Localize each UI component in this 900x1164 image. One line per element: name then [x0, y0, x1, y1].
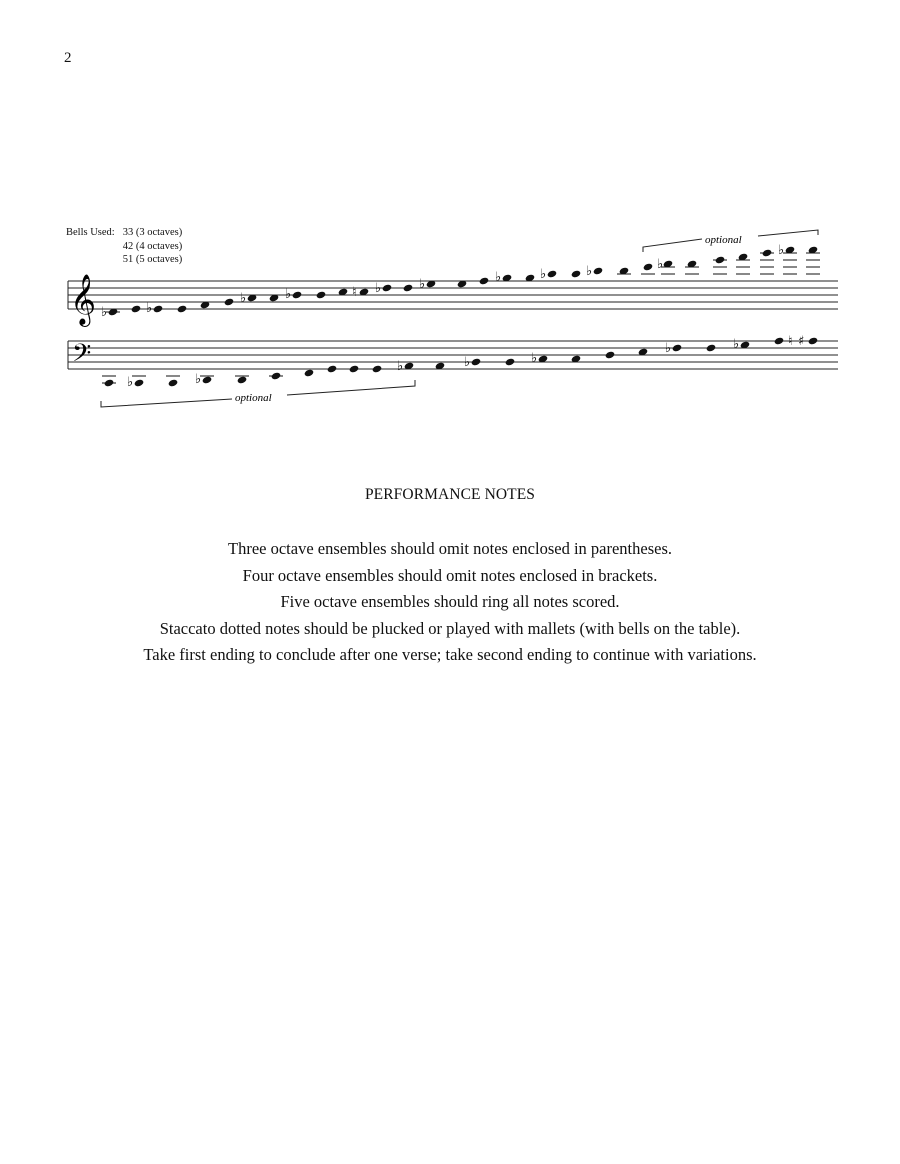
performance-notes-body — [0, 536, 900, 669]
svg-text:♭: ♭ — [285, 287, 292, 302]
bells-count-5-octaves: 51 (5 octaves) — [122, 254, 183, 265]
svg-text:♭: ♭ — [531, 351, 538, 366]
treble-staff-lines — [68, 281, 838, 309]
performance-note-line: Five octave ensembles should ring all notes scored. — [280, 592, 620, 611]
bells-used-label: Bells Used: — [66, 227, 115, 238]
svg-text:♭: ♭ — [464, 355, 471, 370]
page-number: 2 — [64, 50, 72, 66]
performance-note-line: Staccato dotted notes should be plucked or played with mallets (with bells on the table). — [159, 618, 741, 638]
svg-text:♭: ♭ — [127, 375, 134, 390]
svg-text:♭: ♭ — [586, 264, 593, 279]
svg-text:♭: ♭ — [495, 270, 502, 285]
svg-text:♭: ♭ — [540, 267, 547, 282]
svg-text:♮: ♮ — [788, 334, 793, 349]
bells-count-3-octaves: 33 (3 octaves) — [122, 227, 183, 238]
bass-staff-lines — [68, 341, 838, 369]
bass-clef-icon: 𝄢 — [72, 339, 92, 374]
bells-count-4-octaves: 42 (4 octaves) — [122, 240, 183, 252]
performance-note-line: Four octave ensembles should omit notes enclosed in brackets. — [242, 565, 658, 585]
bass-optional-label: optional — [235, 392, 272, 404]
bell-range-staff — [0, 0, 900, 440]
svg-text:♭: ♭ — [146, 301, 153, 316]
svg-text:♭: ♭ — [657, 257, 664, 272]
svg-text:♭: ♭ — [733, 337, 740, 352]
treble-optional-label: optional — [705, 234, 742, 246]
svg-text:♮: ♮ — [352, 285, 357, 300]
svg-text:♭: ♭ — [375, 281, 382, 296]
performance-notes-title: PERFORMANCE NOTES — [364, 486, 536, 503]
svg-text:♭: ♭ — [397, 359, 404, 374]
svg-text:♭: ♭ — [101, 305, 108, 320]
svg-text:♭: ♭ — [778, 243, 785, 258]
performance-note-line: Three octave ensembles should omit notes enclosed in parentheses. — [228, 539, 672, 558]
treble-clef-icon: 𝄞 — [70, 274, 97, 325]
svg-text:♯: ♯ — [798, 334, 805, 349]
performance-note-line: Take first ending to conclude after one verse; take second ending to continue with variations. — [143, 645, 757, 664]
svg-text:♭: ♭ — [195, 372, 202, 387]
svg-text:♭: ♭ — [665, 341, 672, 356]
svg-text:♭: ♭ — [240, 291, 247, 306]
svg-text:♭: ♭ — [419, 277, 426, 292]
